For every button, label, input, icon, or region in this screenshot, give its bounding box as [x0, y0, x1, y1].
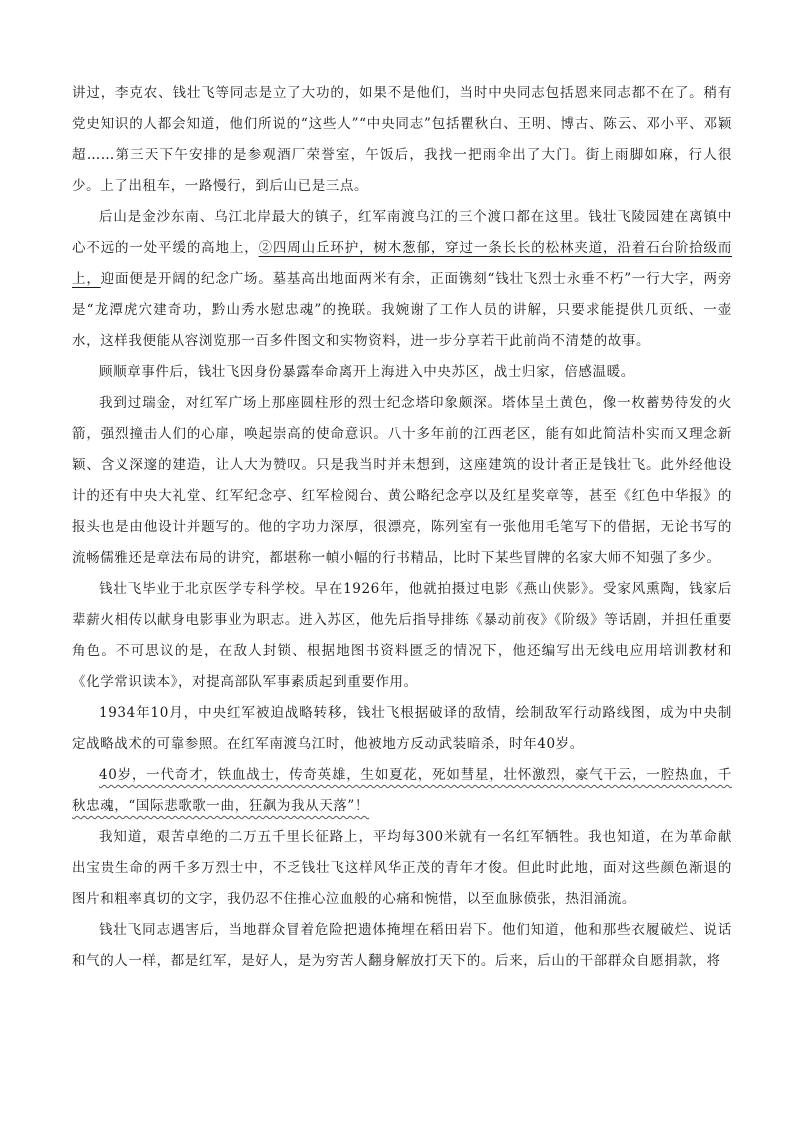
paragraph	[72, 357, 732, 388]
text-segment: 讲过，李克农、钱壮飞等同志是立了大功的，如果不是他们，当时中央同志包括恩来同志都不在了。稍有党史知识的人都会知道，他们所说的“这些人”“中央同志”包括瞿秋白、王明、博古、陈云、邓小平、邓颖超……第三天下午安排的是参观酒厂荣誉室，午饭后，我找一把雨伞出了大门。街上雨脚如麻，行人很少。上了出租车，一路慢行，到后山已是三点。	[72, 85, 732, 194]
text-segment: 钱壮飞同志遇害后，当地群众冒着危险把遗体掩埋在稻田岩下。他们知道，他和那些衣履破烂、说话和气的人一样，都是红军，是好人，是为穷苦人翻身解放打天下的。后来，后山的干部群众自愿捐款，将	[72, 922, 732, 969]
paragraph	[72, 822, 732, 915]
paragraph	[72, 760, 732, 822]
document-page	[72, 78, 732, 977]
text-segment: 后山是金沙东南、乌江北岸最大的镇子，红军南渡乌江的三个渡口都在这里。钱壮飞陵园建在离镇中心不远的一处平缓的高地上，	[72, 209, 732, 256]
text-segment: 我到过瑞金，对红军广场上那座圆柱形的烈士纪念塔印象颇深。塔体呈土黄色，像一枚蓄势待发的火箭，强烈撞击人们的心扉，唤起崇高的使命意识。八十多年前的江西老区，能有如此简洁朴实而又理念新颖、含义深邃的建造，让人大为赞叹。只是我当时并未想到，这座建筑的设计者正是钱壮飞。此外经他设计的还有中央大礼堂、红军纪念亭、红军检阅台、黄公略纪念亭以及红星奖章等，甚至《红色中华报》的报头也是由他设计并题写的。他的字功力深厚，很漂亮，陈列室有一张他用毛笔写下的借据，无论书写的流畅儒雅还是章法布局的讲究，都堪称一幀小幅的行书精品，比时下某些冒牌的名家大师不知强了多少。	[72, 395, 732, 566]
paragraph	[72, 915, 732, 977]
paragraph	[72, 202, 732, 357]
paragraph	[72, 698, 732, 760]
text-segment: 顾顺章事件后，钱壮飞因身份暴露奉命离开上海进入中央苏区，战士归家，倍感温暖。	[99, 364, 635, 380]
underlined-sentence: ②四周山丘环护，树木葱郁，穿过一条长长的松林夹道，沿着石台阶拾级而上，	[72, 240, 732, 287]
text-segment: 迎面便是开阔的纪念广场。墓基高出地面两米有余，正面镌刻“钱壮飞烈士永垂不朽”一行大字，两旁是“龙潭虎穴建奇功，黔山秀水慰忠魂”的挽联。我婉谢了工作人员的讲解，只要求能提供几页纸、一壶水，这样我便能从容浏览那一百多件图文和实物资料，进一步分享若干此前尚不清楚的故事。	[72, 271, 732, 349]
text-segment: 我知道，艰苦卓绝的二万五千里长征路上，平均每300米就有一名红军牺牲。我也知道，在为革命献出宝贵生命的两千多万烈士中，不乏钱壮飞这样风华正茂的青年才俊。但此时此地，面对这些颜色渐退的图片和粗率真切的文字，我仍忍不住推心泣血般的心痛和惋惜，以至血脉偾张，热泪涌流。	[72, 829, 732, 907]
text-segment: 1934年10月，中央红军被迫战略转移，钱壮飞根据破译的敌情，绘制敌军行动路线图，成为中央制定战略战术的可靠参照。在红军南渡乌江时，他被地方反动武装暗杀，时年40岁。	[72, 705, 732, 752]
paragraph	[72, 574, 732, 698]
text-segment: 钱壮飞毕业于北京医学专科学校。早在1926年，他就拍摄过电影《燕山侠影》。受家风熏陶，钱家后辈薪火相传以献身电影事业为职志。进入苏区，他先后指导排练《暴动前夜》《阶级》等话剧，并担任重要角色。不可思议的是，在敌人封锁、根据地图书资料匮乏的情况下，他还编写出无线电应用培训教材和《化学常识读本》，对提高部队军事素质起到重要作用。	[72, 581, 732, 690]
wavy-underlined-sentence: 40岁，一代奇才，铁血战士，传奇英雄，生如夏花，死如彗星，壮怀激烈，豪气干云，一腔热血，千秋忠魂，“国际悲歌歌一曲，狂飙为我从天落”！	[72, 767, 732, 814]
paragraph	[72, 78, 732, 202]
paragraph	[72, 388, 732, 574]
